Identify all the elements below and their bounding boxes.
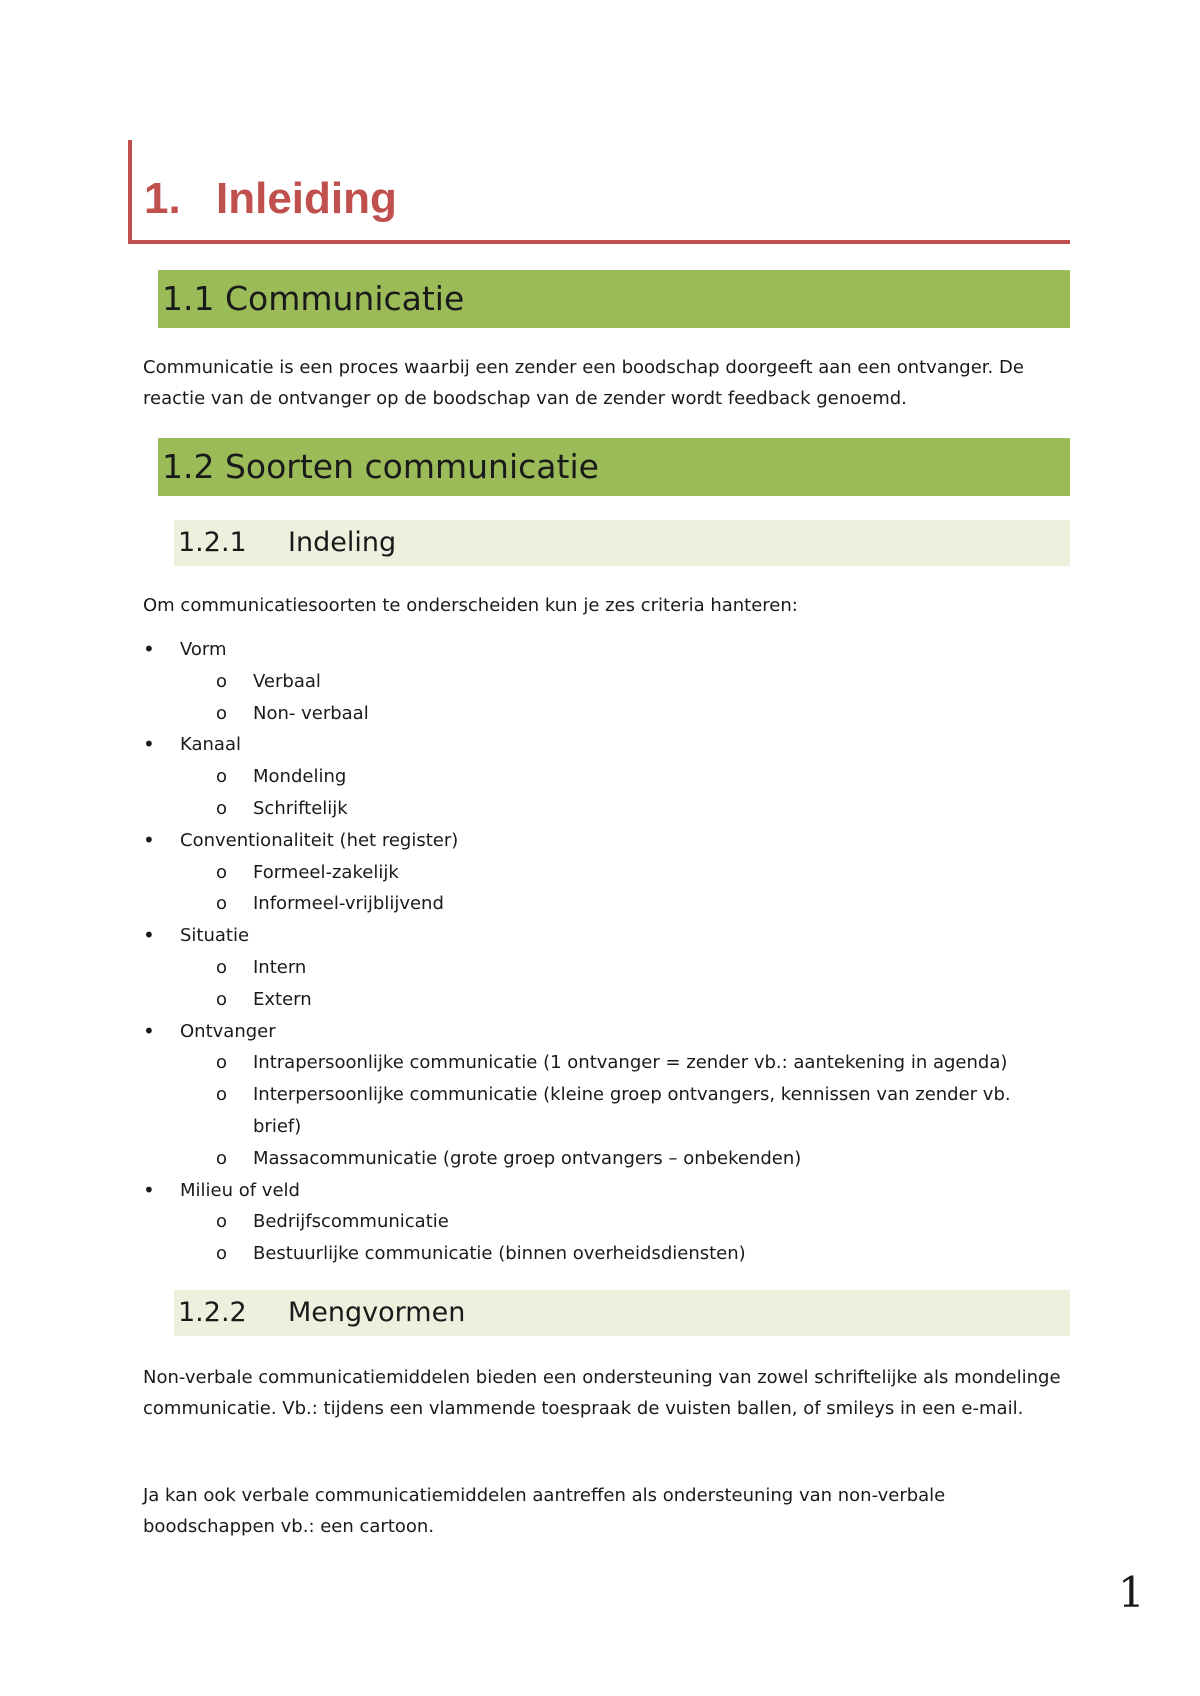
- criterion-subitem: o Massacommunicatie (grote groep ontvangers – onbekenden): [180, 1143, 1063, 1175]
- criterion-label: Situatie: [180, 925, 250, 947]
- mengvormen-paragraph-2: Ja kan ook verbale communicatiemiddelen aantreffen als ondersteuning van non-verbale boodschappen vb.: een cartoon.: [143, 1485, 946, 1537]
- subsection-title: Indeling: [288, 527, 397, 558]
- subsection-heading-indeling: [174, 520, 1070, 566]
- subsection-number: 1.2.2: [178, 1297, 247, 1328]
- criterion-label: Milieu of veld: [180, 1179, 300, 1201]
- section-heading-communicatie: 1.1 Communicatie: [158, 270, 1070, 328]
- chapter-title-text: Inleiding: [216, 174, 397, 223]
- criterion-item: [143, 920, 1063, 1015]
- criterion-subitem: o Bedrijfscommunicatie: [180, 1206, 1063, 1238]
- subsection-number: 1.2.1: [178, 527, 247, 558]
- section-paragraph-communicatie: Communicatie is een proces waarbij een zender een boodschap doorgeeft aan een ontvanger. De reactie van de ontvanger op de boodschap van de zender wordt feedback genoemd.: [143, 357, 1024, 409]
- criterion-subitem: o Intrapersoonlijke communicatie (1 ontvanger = zender vb.: aantekening in agenda): [180, 1047, 1063, 1079]
- criterion-subitems: [180, 666, 1063, 730]
- criterion-item: [143, 634, 1063, 729]
- criterion-subitem: o Intern: [180, 952, 1063, 984]
- criterion-subitem: o Formeel-zakelijk: [180, 857, 1063, 889]
- criterion-subitems: [180, 857, 1063, 921]
- criterion-item: [143, 1016, 1063, 1175]
- criterion-subitem: o Interpersoonlijke communicatie (kleine groep ontvangers, kennissen van zender vb. brief): [180, 1079, 1063, 1143]
- chapter-heading: [128, 140, 1070, 244]
- criterion-subitem: o Extern: [180, 984, 1063, 1016]
- criterion-subitem: o Verbaal: [180, 666, 1063, 698]
- criterion-subitems: [180, 761, 1063, 825]
- subsection-title: Mengvormen: [288, 1297, 466, 1328]
- section-heading-soorten: 1.2 Soorten communicatie: [158, 438, 1070, 496]
- mengvormen-paragraph-1: Non-verbale communicatiemiddelen bieden een ondersteuning van zowel schriftelijke als mondelinge communicatie. Vb.: tijdens een vlammende toespraak de vuisten ballen, of smileys in een e-mail.: [143, 1367, 1061, 1419]
- criterion-subitem: o Informeel-vrijblijvend: [180, 888, 1063, 920]
- criteria-list: [143, 634, 1063, 1270]
- criterion-item: [143, 1175, 1063, 1270]
- chapter-number: 1.: [144, 174, 181, 223]
- criterion-subitems: [180, 1047, 1063, 1174]
- indeling-intro: Om communicatiesoorten te onderscheiden kun je zes criteria hanteren:: [143, 595, 798, 616]
- criterion-label: Ontvanger: [180, 1020, 276, 1042]
- criterion-subitem: o Schriftelijk: [180, 793, 1063, 825]
- criterion-subitem: o Bestuurlijke communicatie (binnen overheidsdiensten): [180, 1238, 1063, 1270]
- chapter-title: [144, 174, 397, 224]
- criterion-label: Kanaal: [180, 734, 241, 756]
- page-number: 1: [1118, 1568, 1145, 1617]
- criterion-subitem: o Mondeling: [180, 761, 1063, 793]
- criterion-label: Vorm: [180, 639, 227, 660]
- criterion-item: [143, 825, 1063, 920]
- criterion-subitems: [180, 952, 1063, 1016]
- subsection-heading-mengvormen: [174, 1290, 1070, 1336]
- criterion-subitems: [180, 1206, 1063, 1270]
- criterion-subitem: o Non- verbaal: [180, 698, 1063, 730]
- criterion-item: [143, 729, 1063, 824]
- criterion-label: Conventionaliteit (het register): [180, 829, 459, 851]
